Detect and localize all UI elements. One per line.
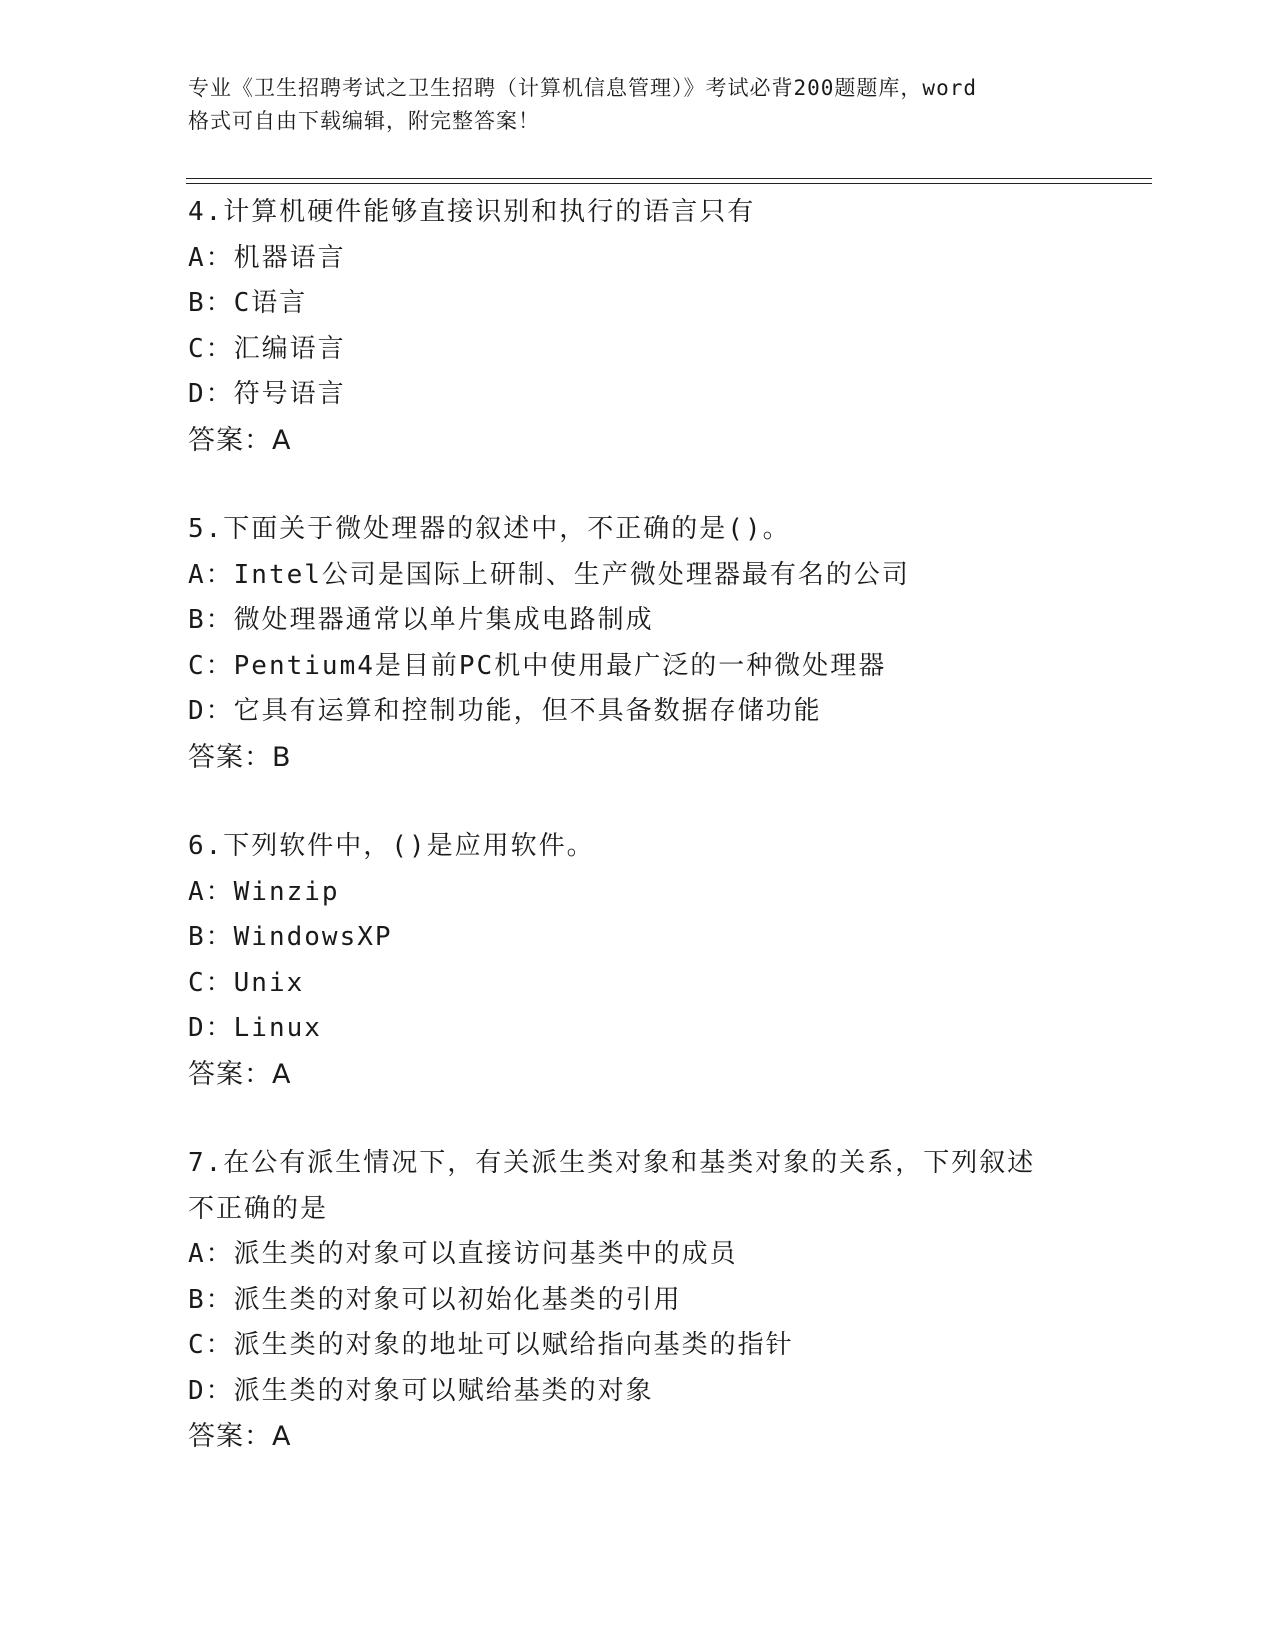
document-header [188,72,1088,138]
option-text: 派生类的对象可以直接访问基类中的成员 [233,1239,738,1269]
option-c [188,961,1088,1007]
option-b [188,598,1088,644]
answer-value: A [272,424,292,456]
question-stem-line: 7.在公有派生情况下，有关派生类对象和基类对象的关系，下列叙述 [188,1148,1036,1178]
option-text: Pentium4是目前PC机中使用最广泛的一种微处理器 [233,650,887,681]
header-line-1: 专业《卫生招聘考试之卫生招聘（计算机信息管理）》考试必背200题题库，word [188,76,977,100]
option-key: C： [188,1330,234,1360]
option-b [188,915,1088,961]
option-key: B： [188,288,234,318]
option-text: Linux [233,1013,322,1043]
option-text: 它具有运算和控制功能，但不具备数据存储功能 [233,696,822,726]
option-key: C： [188,650,234,681]
option-text: Intel公司是国际上研制、生产微处理器最有名的公司 [233,559,910,590]
option-c [188,327,1088,373]
question-stem [188,507,1088,553]
option-text: 派生类的对象可以赋给基类的对象 [233,1375,654,1406]
question-stem [188,190,1088,236]
option-d [188,372,1088,418]
question-6 [188,824,1088,1097]
option-d [188,689,1088,735]
header-line-2: 格式可自由下载编辑，附完整答案！ [188,109,540,133]
option-key: D： [188,1013,234,1043]
option-key: A： [188,242,234,273]
answer-label: 答案： [188,1058,272,1090]
question-stem-line: 6.下列软件中，()是应用软件。 [188,831,595,861]
question-stem [188,824,1088,870]
option-text: WindowsXP [233,922,393,952]
answer-line [188,735,1088,781]
option-text: 微处理器通常以单片集成电路制成 [233,605,654,635]
answer-label: 答案： [188,1421,272,1452]
option-text: 符号语言 [233,379,346,409]
option-c [188,644,1088,690]
header-divider-bottom [186,183,1152,184]
option-key: A： [188,876,234,907]
option-key: C： [188,333,234,364]
answer-line [188,1052,1088,1098]
question-5 [188,507,1088,780]
answer-line [188,418,1088,464]
answer-line [188,1414,1088,1460]
option-text: 派生类的对象可以初始化基类的引用 [233,1284,682,1315]
option-key: D： [188,379,234,409]
answer-label: 答案： [188,424,272,456]
option-key: B： [188,605,234,635]
answer-value: B [272,741,292,773]
header-divider-top [186,178,1152,179]
question-stem-line: 不正确的是 [188,1193,329,1224]
option-text: 机器语言 [233,242,346,273]
option-a [188,1232,1088,1278]
option-key: C： [188,967,234,998]
option-d [188,1369,1088,1415]
option-d [188,1006,1088,1052]
option-b [188,281,1088,327]
question-stem-line: 4.计算机硬件能够直接识别和执行的语言只有 [188,197,756,227]
option-key: A： [188,559,234,590]
option-text: 汇编语言 [233,333,346,364]
option-b [188,1278,1088,1324]
option-text: C语言 [233,288,308,318]
option-a [188,870,1088,916]
question-stem-line: 5.下面关于微处理器的叙述中，不正确的是()。 [188,514,791,544]
answer-label: 答案： [188,741,272,773]
question-list [188,190,1088,1504]
answer-value: A [272,1421,292,1452]
option-a [188,236,1088,282]
option-a [188,553,1088,599]
option-key: D： [188,696,234,726]
option-key: D： [188,1375,234,1406]
question-4 [188,190,1088,463]
option-text: Winzip [233,876,340,907]
option-c [188,1323,1088,1369]
option-key: A： [188,1239,234,1269]
option-text: Unix [233,967,305,998]
question-7 [188,1141,1088,1460]
option-key: B： [188,922,234,952]
option-text: 派生类的对象的地址可以赋给指向基类的指针 [233,1330,794,1360]
question-stem [188,1141,1088,1232]
answer-value: A [272,1058,292,1090]
option-key: B： [188,1284,234,1315]
